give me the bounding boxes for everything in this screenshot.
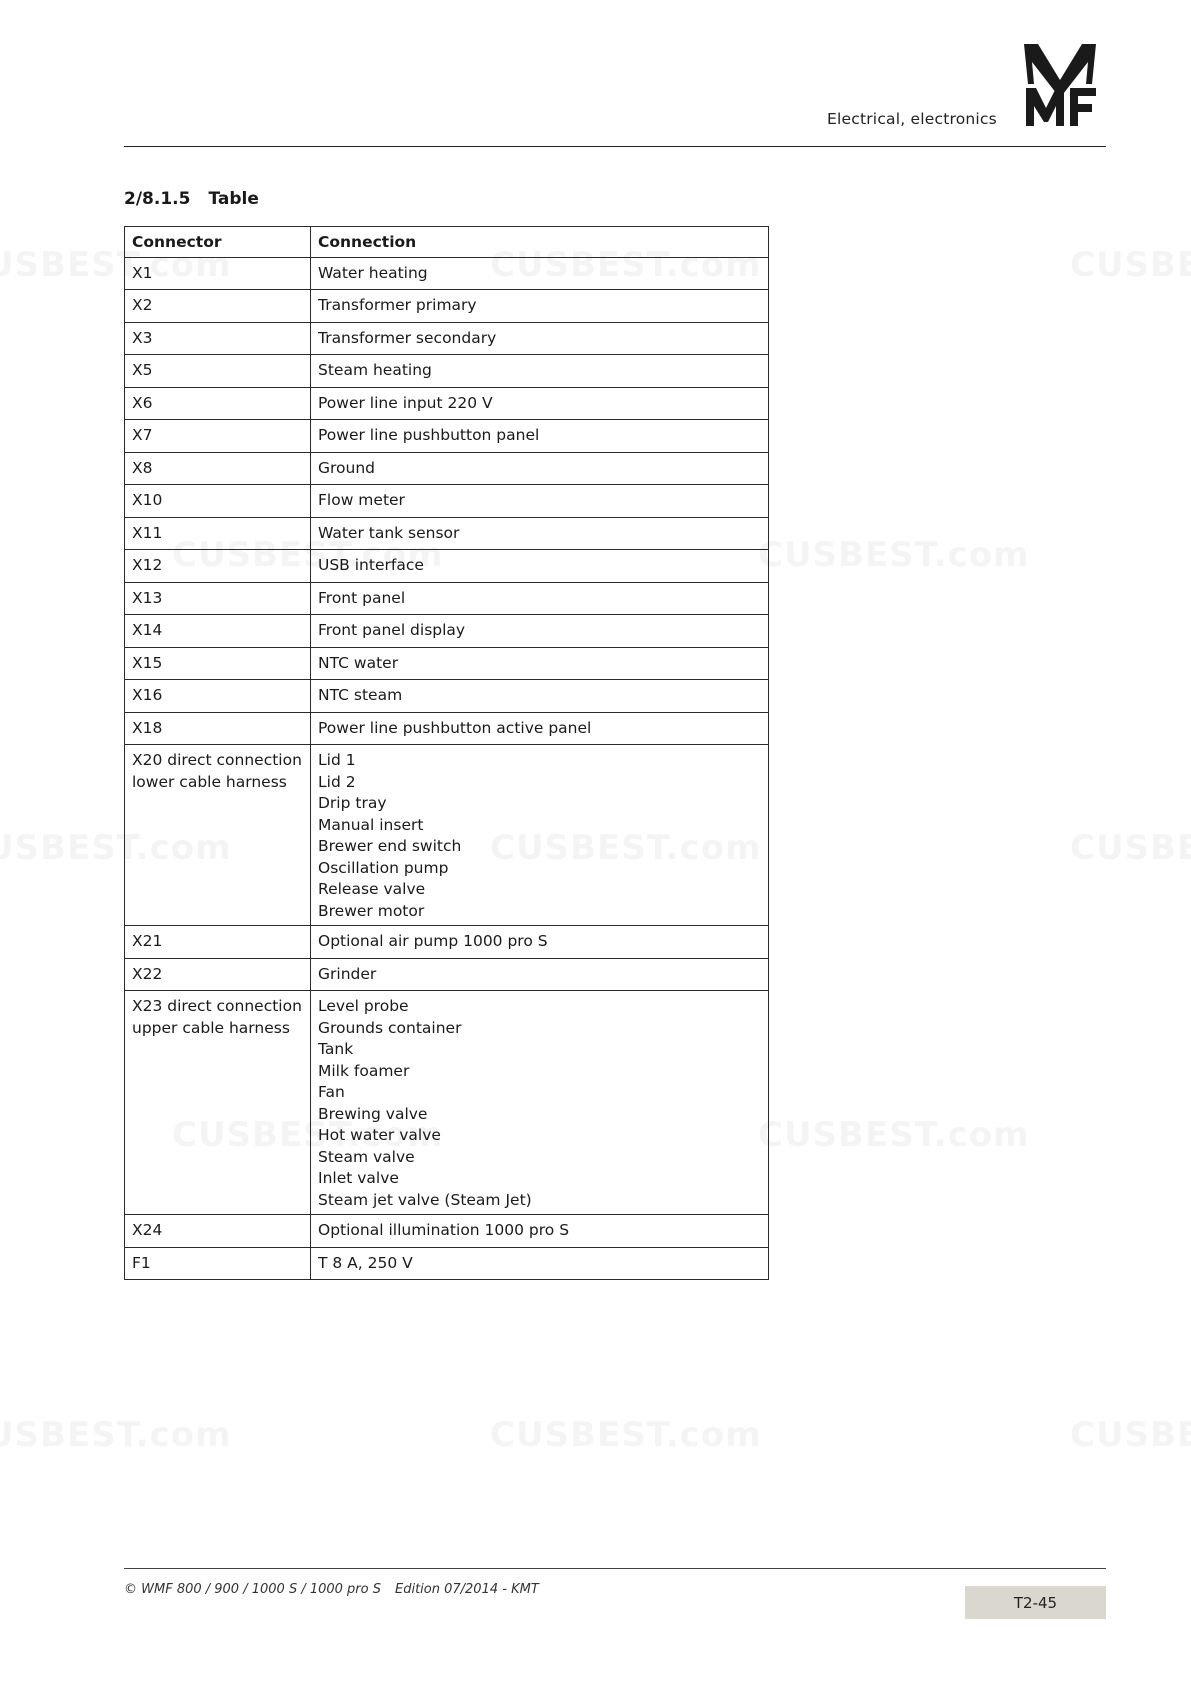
connector-cell: X2	[125, 290, 311, 323]
table-row	[125, 322, 769, 355]
connection-line: Lid 1	[318, 751, 356, 769]
table-row	[125, 958, 769, 991]
page-number: T2-45	[1013, 1593, 1058, 1612]
connection-line: Inlet valve	[318, 1169, 399, 1187]
connection-line: Grounds container	[318, 1018, 462, 1037]
connector-cell: X24	[125, 1215, 311, 1248]
connection-cell: Flow meter	[311, 485, 769, 518]
watermark	[0, 1415, 232, 1455]
watermark	[1070, 245, 1191, 285]
section-title: Table	[208, 189, 259, 209]
table-row	[125, 991, 769, 1215]
connection-cell: Transformer secondary	[311, 322, 769, 355]
connection-cell: Steam heating	[311, 355, 769, 388]
column-header-connection: Connection	[311, 227, 769, 258]
connector-cell: X1	[125, 257, 311, 290]
connection-cell: NTC steam	[311, 680, 769, 713]
footer-text	[124, 1582, 539, 1597]
table-row	[125, 680, 769, 713]
header-rule	[124, 146, 1106, 147]
connection-cell	[311, 745, 769, 926]
column-header-connector: Connector	[125, 227, 311, 258]
table-row	[125, 745, 769, 926]
connection-cell: USB interface	[311, 550, 769, 583]
footer-edition: Edition 07/2014 - KMT	[395, 1582, 539, 1597]
connector-cell: X11	[125, 517, 311, 550]
table-row	[125, 550, 769, 583]
connection-line: Steam valve	[318, 1147, 415, 1166]
connection-cell: Power line input 220 V	[311, 387, 769, 420]
table-row	[125, 517, 769, 550]
connection-cell: Transformer primary	[311, 290, 769, 323]
table-row	[125, 647, 769, 680]
watermark	[1070, 1415, 1191, 1455]
connection-line: Milk foamer	[318, 1061, 410, 1080]
connector-cell: F1	[125, 1247, 311, 1280]
connector-cell: X14	[125, 615, 311, 648]
connection-line: Fan	[318, 1083, 345, 1101]
header-section-label: Electrical, electronics	[827, 110, 997, 128]
connection-line: Brewer motor	[318, 901, 425, 920]
connection-line: Oscillation pump	[318, 858, 449, 877]
connection-line: Manual insert	[318, 815, 424, 834]
connection-cell: Grinder	[311, 958, 769, 991]
watermark	[1070, 828, 1191, 868]
connection-cell: T 8 A, 250 V	[311, 1247, 769, 1280]
connector-cell: X18	[125, 712, 311, 745]
watermark	[758, 535, 1030, 575]
footer-copyright: © WMF 800 / 900 / 1000 S / 1000 pro S	[124, 1582, 381, 1597]
connection-cell: Front panel display	[311, 615, 769, 648]
table-row	[125, 387, 769, 420]
connection-line: Tank	[318, 1040, 354, 1058]
connector-table	[124, 226, 769, 1280]
connection-cell: Power line pushbutton panel	[311, 420, 769, 453]
page-number-badge	[965, 1586, 1106, 1619]
connection-cell	[311, 991, 769, 1215]
footer-rule	[124, 1568, 1106, 1569]
connection-line: Drip tray	[318, 794, 387, 812]
connector-cell	[125, 745, 311, 926]
connector-cell: X6	[125, 387, 311, 420]
connection-line: Brewing valve	[318, 1104, 428, 1123]
connector-cell: X21	[125, 926, 311, 959]
connector-cell: X5	[125, 355, 311, 388]
table-row	[125, 712, 769, 745]
connector-line: X23 direct connection	[132, 997, 302, 1015]
table-row	[125, 420, 769, 453]
section-heading	[124, 189, 259, 209]
connection-cell: Water tank sensor	[311, 517, 769, 550]
connector-cell: X13	[125, 582, 311, 615]
connection-line: Release valve	[318, 880, 426, 898]
table-row	[125, 582, 769, 615]
connection-cell: NTC water	[311, 647, 769, 680]
connection-line: Level probe	[318, 997, 409, 1015]
connection-cell: Front panel	[311, 582, 769, 615]
watermark	[758, 1115, 1030, 1155]
table-row	[125, 1215, 769, 1248]
connector-cell: X15	[125, 647, 311, 680]
connection-line: Brewer end switch	[318, 837, 462, 855]
connector-cell: X3	[125, 322, 311, 355]
table-row	[125, 355, 769, 388]
table-row	[125, 926, 769, 959]
connection-cell: Water heating	[311, 257, 769, 290]
table-header-row	[125, 227, 769, 258]
connector-cell	[125, 991, 311, 1215]
connector-cell: X7	[125, 420, 311, 453]
connector-line: lower cable harness	[132, 772, 287, 791]
connector-cell: X12	[125, 550, 311, 583]
table-row	[125, 257, 769, 290]
table-row	[125, 1247, 769, 1280]
connection-line: Hot water valve	[318, 1126, 441, 1144]
connection-line: Lid 2	[318, 772, 356, 791]
connector-line: upper cable harness	[132, 1018, 290, 1037]
connection-line: Steam jet valve (Steam Jet)	[318, 1190, 532, 1209]
table-row	[125, 452, 769, 485]
connector-cell: X8	[125, 452, 311, 485]
connector-cell: X16	[125, 680, 311, 713]
connection-cell: Power line pushbutton active panel	[311, 712, 769, 745]
connector-cell: X22	[125, 958, 311, 991]
connection-cell: Optional air pump 1000 pro S	[311, 926, 769, 959]
table-row	[125, 485, 769, 518]
connection-cell: Ground	[311, 452, 769, 485]
table-row	[125, 615, 769, 648]
section-number: 2/8.1.5	[124, 189, 191, 209]
connection-cell: Optional illumination 1000 pro S	[311, 1215, 769, 1248]
connector-line: X20 direct connection	[132, 751, 302, 769]
wmf-logo	[1020, 40, 1100, 130]
table-row	[125, 290, 769, 323]
connector-cell: X10	[125, 485, 311, 518]
watermark	[490, 1415, 762, 1455]
